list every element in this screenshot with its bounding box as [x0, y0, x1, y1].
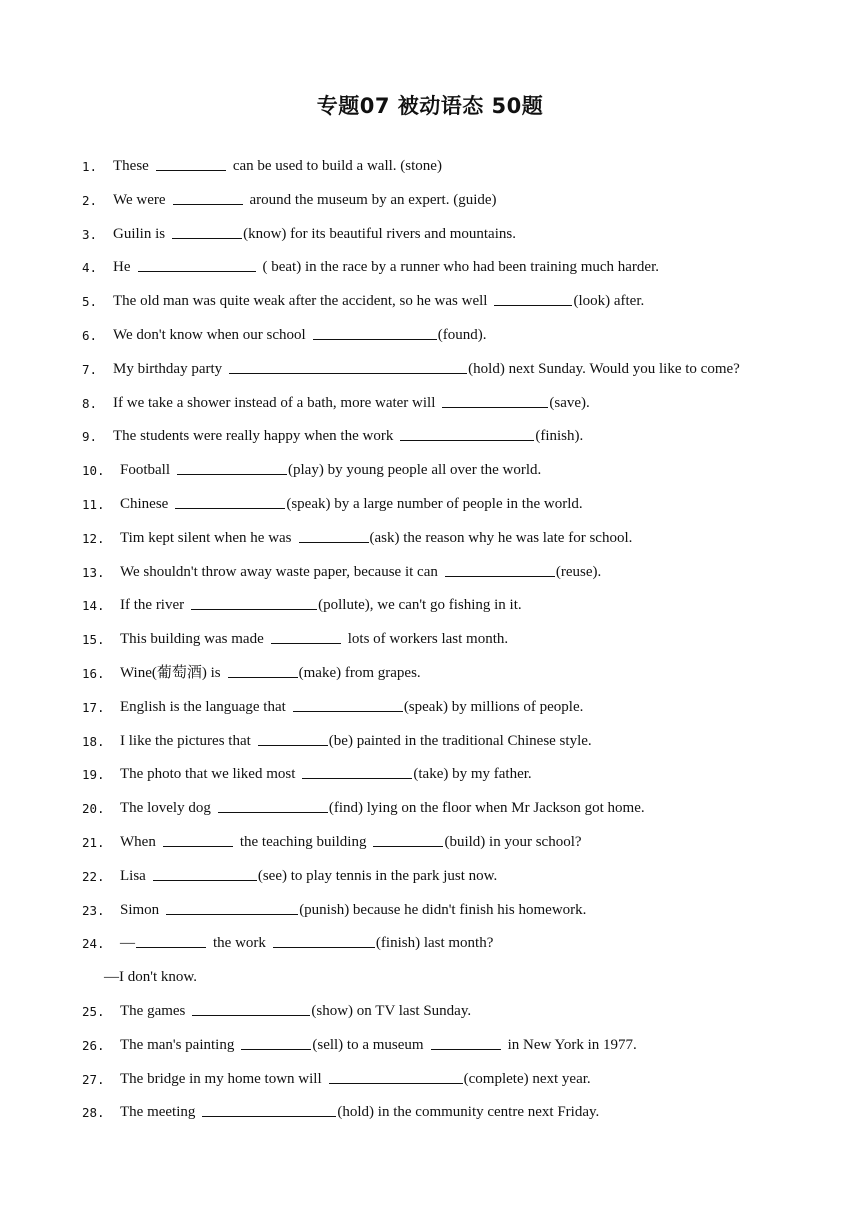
- question-text-part: The photo that we liked most: [120, 766, 296, 783]
- question-text-part: (find) lying on the floor when Mr Jackson got home.: [328, 800, 645, 817]
- question-text-part: (build) in your school?: [444, 833, 582, 850]
- question-text-part: (hold) in the community centre next Friday.: [337, 1104, 600, 1121]
- question-item: [0, 1096, 860, 1130]
- question-text: [120, 691, 583, 725]
- question-item: [0, 961, 860, 995]
- question-text-part: (take) by my father.: [413, 766, 532, 783]
- question-number: 3.: [82, 226, 98, 242]
- answer-blank[interactable]: [153, 866, 257, 881]
- question-text: [120, 725, 592, 759]
- question-list: [0, 150, 860, 1130]
- question-text-part: These: [113, 158, 149, 174]
- question-text-part: (speak) by millions of people.: [403, 698, 584, 715]
- answer-blank[interactable]: [192, 1001, 310, 1016]
- answer-blank[interactable]: [373, 832, 443, 847]
- question-item: [0, 218, 860, 252]
- question-text: [113, 387, 590, 421]
- question-text-part: I like the pictures that: [120, 732, 251, 749]
- answer-blank[interactable]: [163, 832, 233, 847]
- answer-blank[interactable]: [228, 663, 298, 678]
- question-item: [0, 285, 860, 319]
- question-number: 16.: [82, 665, 105, 681]
- question-text: [120, 995, 471, 1029]
- question-text-part: We don't know when our school: [113, 326, 306, 343]
- question-text-part: This building was made: [120, 631, 264, 648]
- answer-blank[interactable]: [202, 1102, 336, 1117]
- question-text-part: My birthday party: [113, 360, 223, 377]
- question-text: [113, 150, 442, 184]
- question-number: 5.: [82, 294, 98, 310]
- question-number: 12.: [82, 530, 105, 546]
- answer-blank[interactable]: [445, 562, 555, 577]
- question-text-part: Lisa: [120, 867, 146, 884]
- question-text-part: He: [113, 259, 131, 276]
- question-text: [113, 251, 659, 285]
- question-text-part: Football: [120, 462, 171, 479]
- answer-blank[interactable]: [494, 291, 572, 306]
- question-item: [0, 995, 860, 1029]
- question-number: 13.: [82, 564, 105, 580]
- question-text: [120, 623, 508, 657]
- answer-blank[interactable]: [299, 528, 369, 543]
- answer-blank[interactable]: [442, 393, 548, 408]
- question-text: [120, 1096, 599, 1130]
- answer-blank[interactable]: [241, 1035, 311, 1050]
- answer-blank[interactable]: [302, 764, 412, 779]
- question-item: [0, 150, 860, 184]
- question-text-part: (hold) next Sunday. Would you like to come?: [468, 360, 740, 377]
- question-text-part: (know) for its beautiful rivers and mountains.: [243, 225, 516, 242]
- question-text-part: (see) to play tennis in the park just now.: [257, 867, 498, 884]
- answer-blank[interactable]: [173, 190, 243, 205]
- question-item: [0, 1063, 860, 1097]
- question-text-part: (punish) because he didn't finish his homework.: [299, 901, 587, 918]
- question-number: 10.: [82, 463, 105, 479]
- answer-blank[interactable]: [293, 697, 403, 712]
- question-text: [120, 826, 582, 860]
- answer-blank[interactable]: [172, 224, 242, 239]
- question-text: [120, 1063, 591, 1097]
- question-text-part: (pollute), we can't go fishing in it.: [318, 597, 522, 614]
- question-text-part: The bridge in my home town will: [120, 1070, 322, 1087]
- answer-blank[interactable]: [271, 629, 341, 644]
- answer-blank[interactable]: [166, 900, 298, 915]
- question-text-part: Guilin is: [113, 225, 166, 242]
- answer-blank[interactable]: [229, 359, 467, 374]
- question-text: [120, 522, 632, 556]
- question-item: [0, 623, 860, 657]
- question-number: 1.: [82, 159, 98, 174]
- question-item: [0, 894, 860, 928]
- question-text-part: The games: [120, 1002, 186, 1019]
- question-text-part: We shouldn't throw away waste paper, because it can: [120, 563, 438, 580]
- question-text-part: (complete) next year.: [463, 1070, 591, 1087]
- question-number: 17.: [82, 699, 105, 715]
- answer-blank[interactable]: [136, 933, 206, 948]
- question-text-part: —I don't know.: [104, 969, 197, 986]
- question-text-part: in New York in 1977.: [507, 1036, 637, 1053]
- question-number: 8.: [82, 395, 98, 411]
- question-number: 14.: [82, 598, 105, 614]
- question-text: [113, 353, 740, 387]
- question-text-part: the teaching building: [239, 833, 367, 850]
- question-text: [120, 657, 421, 691]
- question-text-part: If we take a shower instead of a bath, more water will: [113, 394, 436, 411]
- question-text-part: (make) from grapes.: [298, 664, 421, 681]
- question-text: [120, 792, 645, 826]
- question-text: [113, 285, 644, 319]
- question-text-part: around the museum by an expert. (guide): [249, 191, 497, 208]
- question-item: [0, 792, 860, 826]
- question-text: [120, 894, 586, 928]
- question-text: [120, 758, 532, 792]
- question-number: 22.: [82, 868, 105, 884]
- question-number: 19.: [82, 767, 105, 783]
- question-item: [0, 826, 860, 860]
- question-text-part: (sell) to a museum: [312, 1036, 424, 1053]
- answer-blank[interactable]: [313, 325, 437, 340]
- answer-blank[interactable]: [258, 731, 328, 746]
- question-text: [120, 488, 583, 522]
- question-item: [0, 927, 860, 961]
- question-text-part: ( beat) in the race by a runner who had been training much harder.: [262, 259, 660, 276]
- question-text: [120, 556, 601, 590]
- question-number: 6.: [82, 327, 98, 343]
- question-text-part: (ask) the reason why he was late for school.: [369, 529, 633, 546]
- question-text-part: (speak) by a large number of people in the world.: [286, 495, 583, 512]
- question-text-part: can be used to build a wall. (stone): [232, 158, 442, 174]
- question-number: 4.: [82, 260, 98, 276]
- question-number: 15.: [82, 632, 105, 648]
- question-text-part: (finish) last month?: [375, 935, 494, 952]
- question-text: [120, 1029, 637, 1063]
- question-item: [0, 319, 860, 353]
- question-text-part: Chinese: [120, 495, 169, 512]
- question-text-part: Wine(葡萄酒) is: [120, 664, 221, 681]
- question-number: 27.: [82, 1071, 105, 1087]
- question-text-part: When: [120, 833, 156, 850]
- answer-blank[interactable]: [156, 156, 226, 171]
- question-text: [113, 218, 516, 252]
- question-item: [0, 522, 860, 556]
- question-number: 11.: [82, 496, 105, 512]
- question-text-part: Simon: [120, 901, 160, 918]
- question-item: [0, 353, 860, 387]
- question-text-part: English is the language that: [120, 698, 286, 715]
- question-text-part: The students were really happy when the work: [113, 428, 394, 445]
- question-item: [0, 454, 860, 488]
- question-text-part: (look) after.: [573, 293, 645, 310]
- question-text: [113, 319, 486, 353]
- question-number: 23.: [82, 902, 105, 918]
- question-text-part: We were: [113, 191, 166, 208]
- question-text: [113, 420, 583, 454]
- answer-blank[interactable]: [138, 257, 256, 272]
- question-number: 24.: [82, 936, 105, 952]
- question-text-part: the work: [213, 935, 266, 952]
- question-text-part: —: [120, 935, 135, 952]
- question-item: [0, 420, 860, 454]
- question-item: [0, 1029, 860, 1063]
- answer-blank[interactable]: [273, 933, 375, 948]
- question-text-part: The meeting: [120, 1104, 196, 1121]
- question-number: 21.: [82, 834, 105, 850]
- question-text-part: (show) on TV last Sunday.: [311, 1002, 472, 1019]
- answer-blank[interactable]: [191, 595, 317, 610]
- question-text-part: (finish).: [535, 428, 584, 445]
- question-text-part: If the river: [120, 597, 185, 614]
- question-text-part: Tim kept silent when he was: [120, 529, 292, 546]
- question-item: [0, 657, 860, 691]
- question-text: [120, 589, 522, 623]
- question-number: 2.: [82, 192, 98, 208]
- question-number: 20.: [82, 801, 105, 817]
- question-text-part: The lovely dog: [120, 800, 211, 817]
- question-text: [104, 961, 197, 995]
- question-item: [0, 184, 860, 218]
- answer-blank[interactable]: [175, 494, 285, 509]
- answer-blank[interactable]: [400, 426, 534, 441]
- page-title: 专题07 被动语态 50题: [316, 94, 544, 118]
- question-item: [0, 488, 860, 522]
- question-item: [0, 387, 860, 421]
- question-item: [0, 725, 860, 759]
- question-text: [113, 184, 497, 218]
- question-number: 26.: [82, 1037, 105, 1053]
- question-number: 7.: [82, 361, 98, 377]
- answer-blank[interactable]: [431, 1035, 501, 1050]
- answer-blank[interactable]: [218, 798, 328, 813]
- question-text-part: lots of workers last month.: [347, 631, 509, 648]
- question-text: [120, 454, 541, 488]
- answer-blank[interactable]: [177, 460, 287, 475]
- question-text-part: (save).: [549, 394, 590, 411]
- question-number: 25.: [82, 1003, 105, 1019]
- question-item: [0, 589, 860, 623]
- question-text-part: (reuse).: [555, 563, 602, 580]
- question-text: [120, 927, 493, 961]
- question-text-part: (play) by young people all over the world.: [288, 462, 542, 479]
- question-item: [0, 251, 860, 285]
- question-text-part: (be) painted in the traditional Chinese style.: [328, 732, 592, 749]
- question-text-part: The old man was quite weak after the accident, so he was well: [113, 293, 488, 310]
- question-number: 9.: [82, 429, 98, 445]
- question-text: [120, 860, 497, 894]
- answer-blank[interactable]: [329, 1069, 463, 1084]
- question-text-part: The man's painting: [120, 1036, 235, 1053]
- question-item: [0, 691, 860, 725]
- question-number: 18.: [82, 733, 105, 749]
- question-number: 28.: [82, 1105, 105, 1121]
- question-text-part: (found).: [437, 326, 487, 343]
- question-item: [0, 556, 860, 590]
- question-item: [0, 860, 860, 894]
- question-item: [0, 758, 860, 792]
